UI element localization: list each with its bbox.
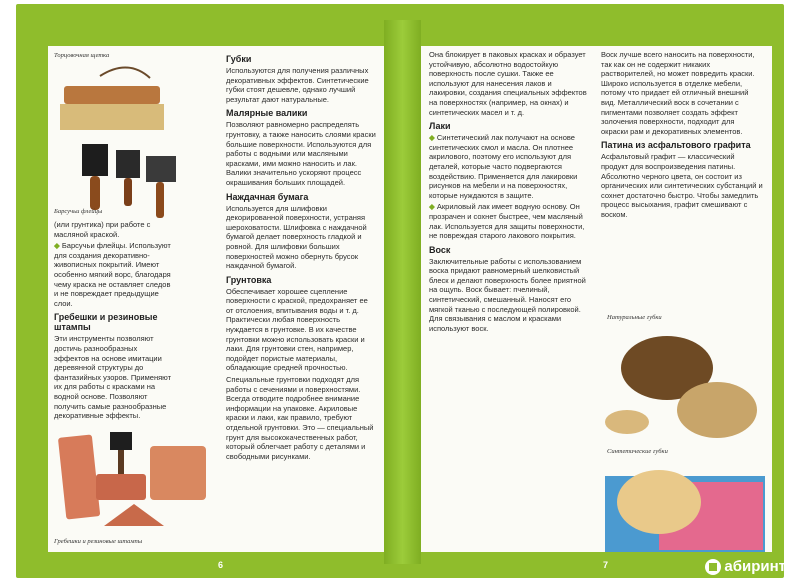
book-spine xyxy=(384,20,421,564)
natural-sponges-caption: Натуральные губки xyxy=(607,314,662,321)
left-page-col-b xyxy=(226,50,376,463)
combs-stamps-photo xyxy=(54,426,214,536)
section-heading: Воск xyxy=(429,244,451,255)
brush-caption: Торцовочная щетка xyxy=(54,52,110,59)
section-heading: Губки xyxy=(226,54,252,64)
synthetic-sponges-photo xyxy=(599,458,767,552)
combs-caption: Гребешки и резиновые штампы xyxy=(54,538,143,545)
section-heading: Гребешки и резиновые штампы xyxy=(54,312,158,333)
paragraph: Она блокирует в паковых красках и образует устойчивую, абсолютно водостойкую поверхность после сушки. Также ее используют для нанесения лаков и лакировки, создания специальных эффектов на поверхностях (например, на окнах) и синтетических масел и т. д. xyxy=(429,50,587,117)
torcovochnaya-brush-photo xyxy=(50,58,190,228)
paragraph: Заключительные работы с использованием воска придают равномерный шелковистый блеск и делают поверхность более приятной на ощупь. Воск бывает: пчелиный, синтетический, смешанный. Наносят его мягкой тканью с последующей полировкой. Для связывания с маслом и красками используют воск. xyxy=(429,256,586,333)
section-heading: Наждачная бумага xyxy=(226,191,309,202)
left-page xyxy=(48,46,384,552)
right-page-col-b xyxy=(601,50,763,222)
page-number-right: 7 xyxy=(603,560,609,570)
paragraph: Специальные грунтовки подходят для работы с сечениями и поверхностями. Всегда отводите подробнее внимание информации на упаковке. Акриловые краски и лаки, как правило, требуют отдельной грунтовки. Это — специальный грунт для высококачественных работ, который облегчает работу с деталями и свободными рисунками. xyxy=(226,375,374,461)
bullet-item xyxy=(429,133,589,200)
paragraph: Воск лучше всего наносить на поверхности, так как он не содержит никаких растворителей, но может повредить краски. Широко используется в отделке мебели, потому что придает ей отличный внешний вид. Металлический воск в сочетании с пигментами позволяет создать эффект золочения поверхности, подходит для окраски рам и декоративных элементов. xyxy=(601,50,755,136)
bullet-icon: ◆ xyxy=(429,202,437,212)
synthetic-sponges-caption: Синтетические губки xyxy=(607,448,668,455)
section-heading: Патина из асфальтового графита xyxy=(601,140,751,151)
bullet-icon: ◆ xyxy=(429,133,437,143)
bullet-text: Акриловый лак имеет водную основу. Он прозрачен и сохнет быстрее, чем масляный лак. Используется для защиты поверхности, не повреждая старого лакового покрытия. xyxy=(429,202,585,241)
bullet-text: Барсучьи флейцы. Используют для создания декоративно-живописных покрытий. Имеют особенно мягкий ворс, благодаря чему краска не оставляет следов и не повреждает предыдущие слои. xyxy=(54,241,171,308)
bullet-text: Синтетический лак получают на основе синтетических смол и масла. Он плотнее акрилового, поэтому его используют для деталей, которые часто подвергаются воздействию. Применяется для лакировки рисунков на мебели и на поверхностях, которые нуждаются в защите. xyxy=(429,133,578,200)
page-number-left: 6 xyxy=(218,560,224,570)
paragraph: Обеспечивает хорошее сцепление поверхности с краской, предохраняет ее от отслоения, впитывания воды и т. д. Практически любая поверхность нуждается в грунтовке. В их качестве грунтовки можно использовать краски и лаки. Для грунтовки стен, например, подойдет пористые материалы, обладающие средней прочностью. xyxy=(226,286,368,373)
watermark-label: абиринт xyxy=(724,558,786,575)
flutes-caption: Барсучьи флейцы xyxy=(54,208,103,215)
bullet-item xyxy=(54,241,174,308)
bullet-icon: ◆ xyxy=(54,241,62,251)
natural-sponges-photo xyxy=(599,326,767,446)
bullet-item xyxy=(429,202,589,240)
paragraph: Позволяют равномерно распределять грунтовку, а также наносить слоями краски большие поверхности. Используются для работы с водными или масляными красками, ими можно наносить и лак. Валики значительно ускоряют процесс окрашивания больших площадей. xyxy=(226,120,376,187)
paragraph: Используются для получения различных декоративных эффектов. Синтетические губки стоят дешевле, однако лучший результат дают натуральные. xyxy=(226,66,369,104)
paragraph: Асфальтовый графит — классический продукт для воспроизведения патины. Абсолютно черного цвета, он состоит из органических или синтетических субстанций и сохнет достаточно быстро. Чтобы замедлить процесс высыхания, графит смешивают с воском. xyxy=(601,152,763,219)
labirint-logo-icon xyxy=(705,559,721,575)
section-heading: Лаки xyxy=(429,121,451,132)
paragraph: Используется для шлифовки декорированной поверхности, устраняя шероховатости. Шлифовка с наждачной бумагой делает поверхность гладкой и ровной. Для шлифовки больших поверхностей можно обернуть брусок наждачной бумагой. xyxy=(226,203,367,271)
paragraph: (или грунтика) при работе с масляной краской. xyxy=(54,220,151,239)
right-page xyxy=(421,46,772,552)
section-heading: Грунтовка xyxy=(226,274,272,285)
labirint-watermark xyxy=(705,558,786,575)
paragraph: Эти инструменты позволяют достичь разнообразных эффектов на основе имитации деревянной структуры до фантазийных узоров. Применяют их для работы с красками на водной основе. Позволяют получить самые разнообразные декоративные эффекты. xyxy=(54,334,172,421)
section-heading: Малярные валики xyxy=(226,108,308,119)
left-page-col-a xyxy=(54,220,174,423)
right-page-col-a xyxy=(429,50,589,335)
